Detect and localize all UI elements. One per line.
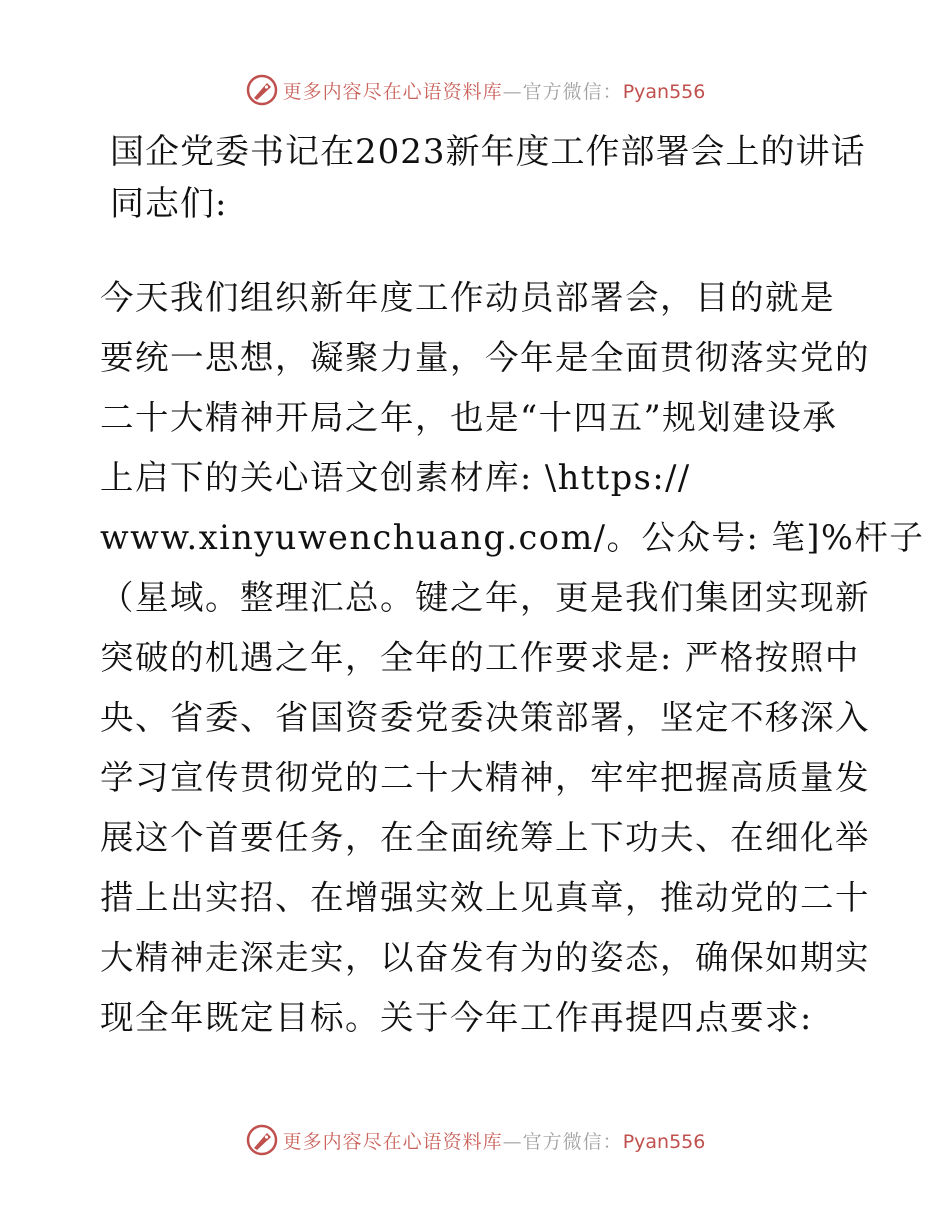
watermark-official-label: 官方微信： [522, 80, 623, 103]
document-title: 国企党委书记在2023新年度工作部署会上的讲话 [110, 132, 866, 172]
paragraph-line: 央、省委、省国资委党委决策部署，坚定不移深入 [100, 698, 870, 737]
header-watermark [0, 70, 950, 110]
watermark-site: 更多内容尽在心语资料库 [282, 80, 503, 103]
paragraph-line: 突破的机遇之年，全年的工作要求是: 严格按照中 [100, 638, 860, 677]
watermark-wechat-id: Pyan556 [622, 80, 706, 103]
pen-nib-logo-icon [245, 1123, 279, 1157]
paragraph-line: 二十大精神开局之年，也是“十四五”规划建设承 [100, 398, 838, 437]
salutation: 同志们: [110, 184, 228, 224]
paragraph-line: 大精神走深走实，以奋发有为的姿态，确保如期实 [100, 938, 870, 977]
body-paragraph [100, 268, 925, 1048]
watermark-wechat-id: Pyan556 [622, 1130, 706, 1153]
watermark-dash: — [502, 80, 523, 103]
paragraph-line: 措上出实招、在增强实效上见真章，推动党的二十 [100, 878, 870, 917]
paragraph-line: 要统一思想，凝聚力量，今年是全面贯彻落实党的 [100, 338, 870, 377]
paragraph-line: 今天我们组织新年度工作动员部署会，目的就是 [100, 278, 835, 317]
paragraph-line: （星域。整理汇总。键之年，更是我们集团实现新 [100, 578, 870, 617]
footer-watermark [0, 1120, 950, 1160]
paragraph-line: 学习宣传贯彻党的二十大精神，牢牢把握高质量发 [100, 758, 870, 797]
watermark-site: 更多内容尽在心语资料库 [282, 1130, 503, 1153]
paragraph-line: 展这个首要任务，在全面统筹上下功夫、在细化举 [100, 818, 870, 857]
paragraph-line: www.xinyuwenchuang.com/。公众号: 笔]%杆子 [100, 518, 925, 557]
watermark-official-label: 官方微信： [522, 1130, 623, 1153]
pen-nib-logo-icon [245, 73, 279, 107]
watermark-dash: — [502, 1130, 523, 1153]
paragraph-line: 现全年既定目标。关于今年工作再提四点要求: [100, 998, 813, 1037]
paragraph-line: 上启下的关心语文创素材库: \https:// [100, 458, 691, 497]
